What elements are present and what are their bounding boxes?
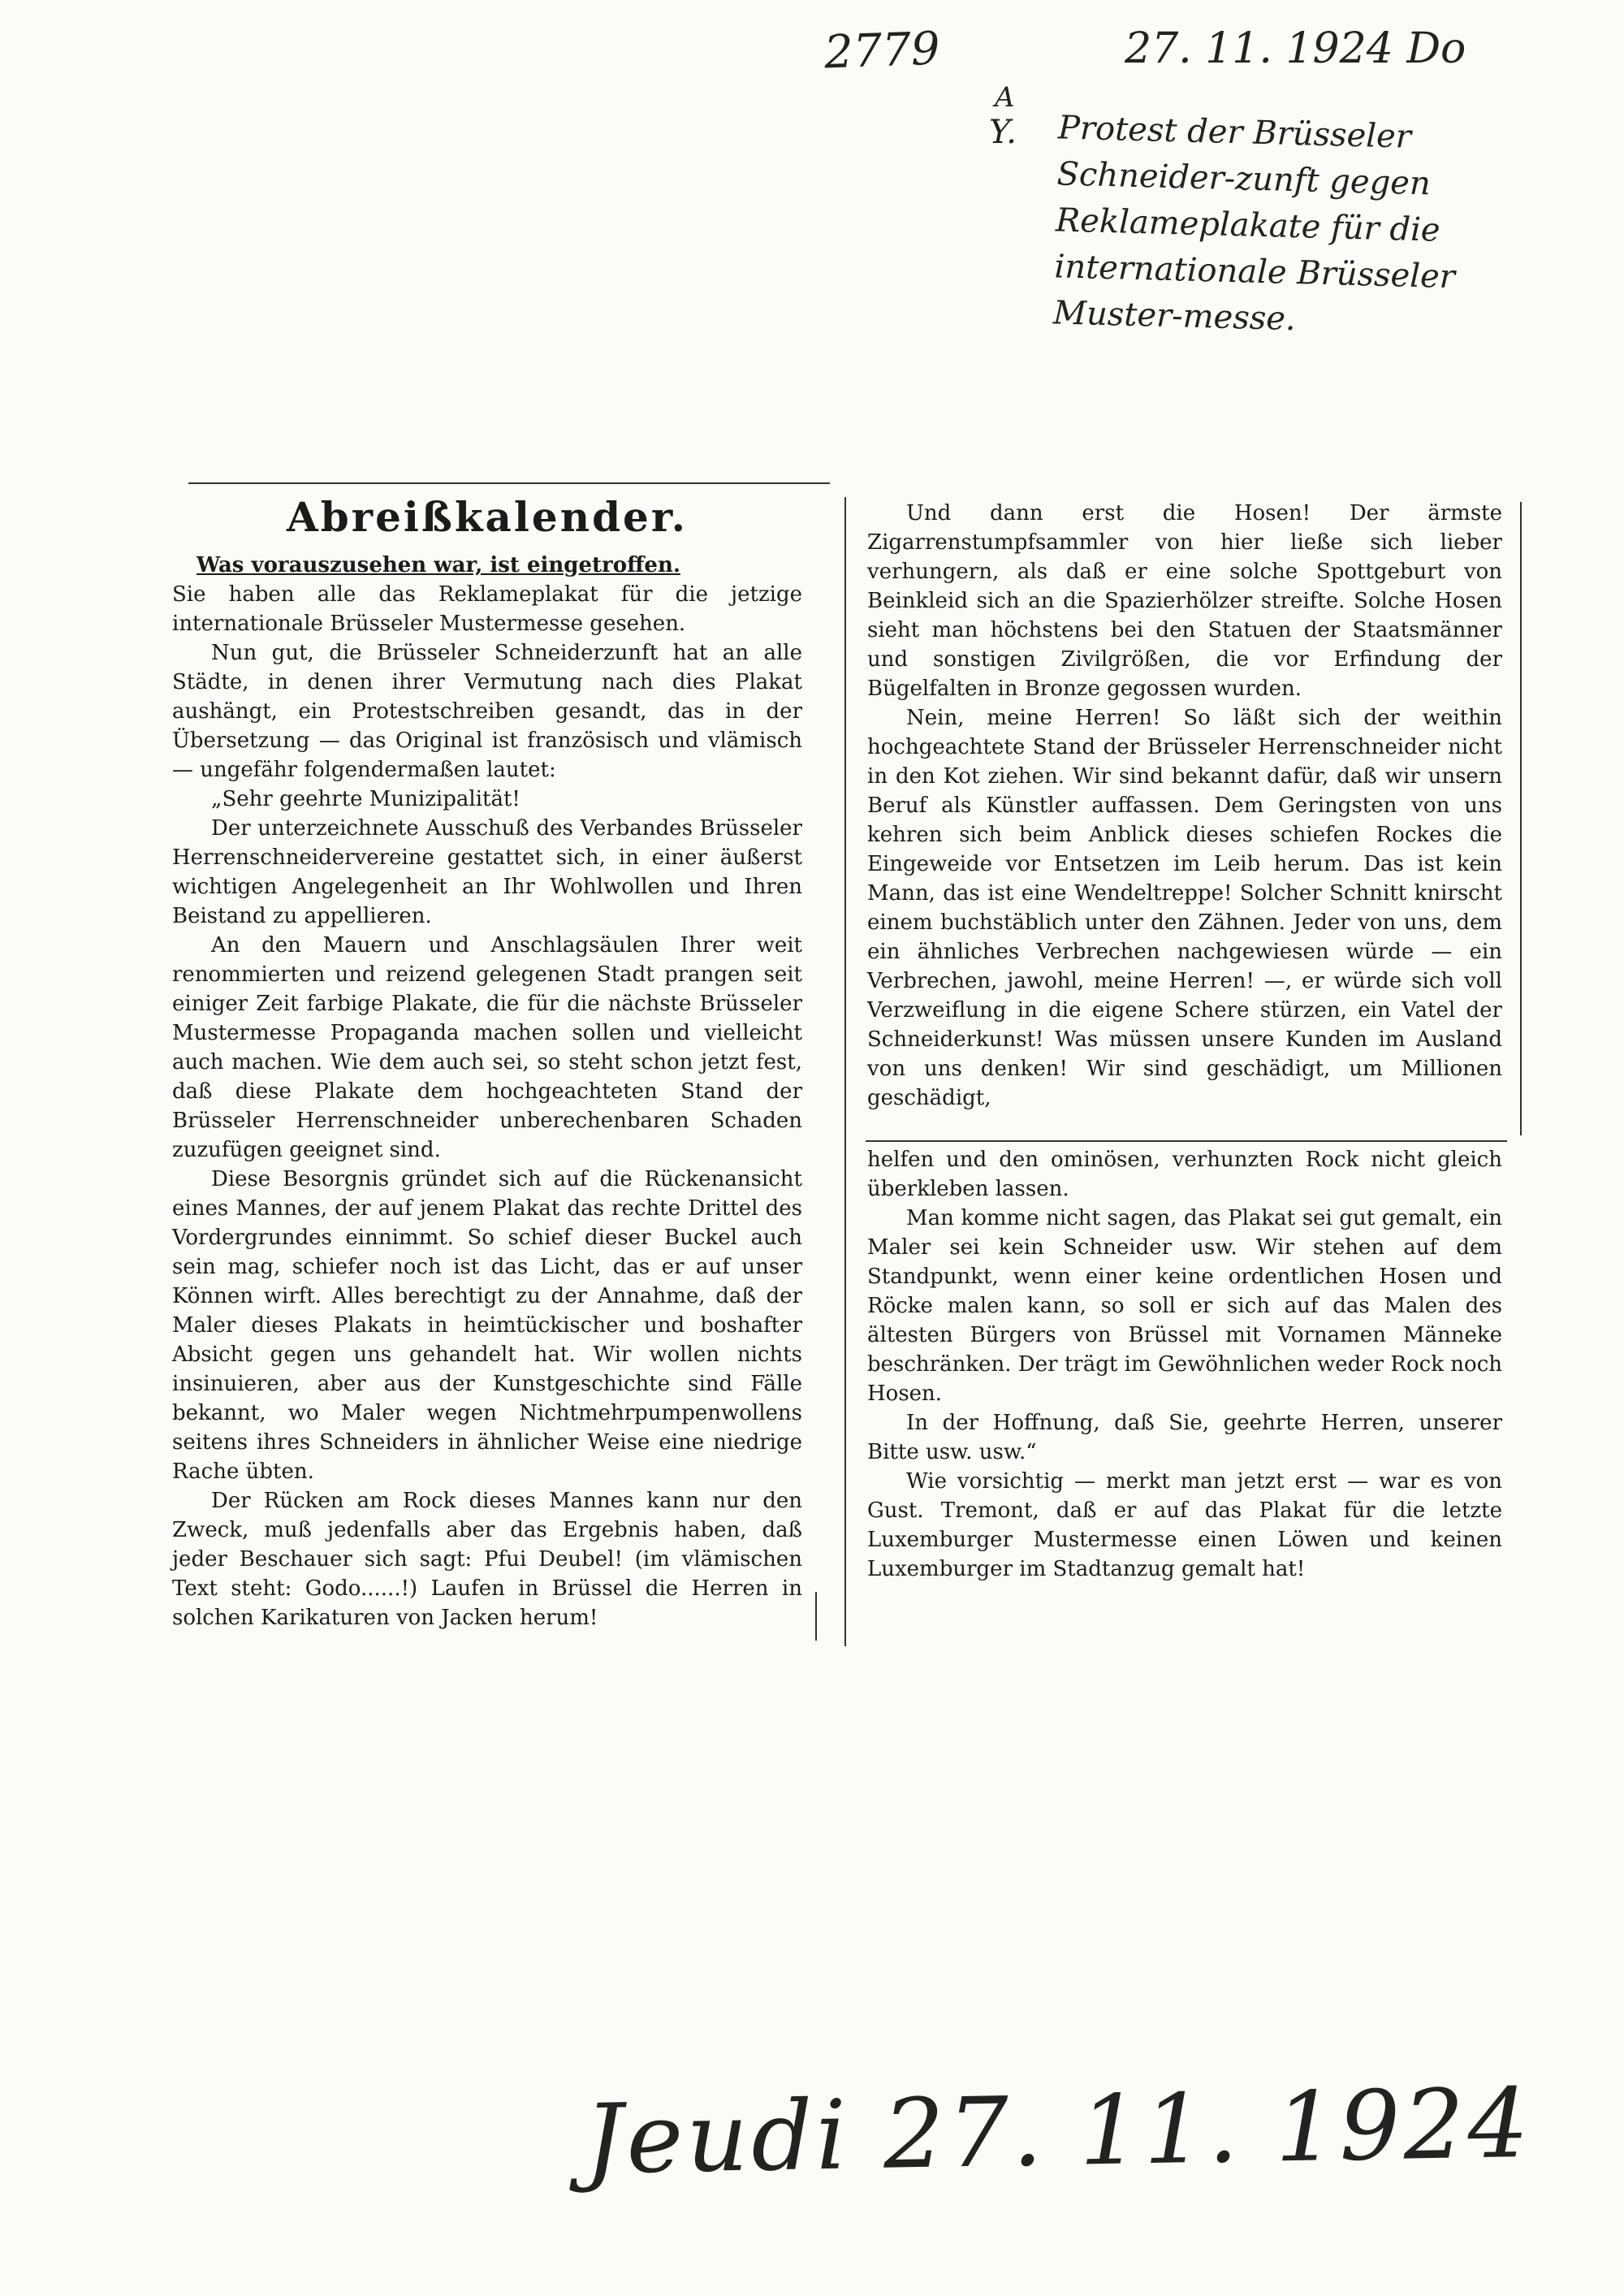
article-paragraph: Der unterzeichnete Ausschuß des Verbandes Brüsseler Herrenschneidervereine gestattet sich, in einer äußerst wichtigen Angelegenheit an Ihr Wohlwollen und Ihren Beistand zu appellieren. [172,816,802,928]
right-column-splice-rule [866,1140,1507,1142]
article-paragraph: Und dann erst die Hosen! Der ärmste Zigarrenstumpfsammler von hier ließe sich lieber verhungern, als daß er eine solche Spottgeburt von Beinkleid sich an die Spazierhölzer streifte. Solche Hosen sieht man höchstens bei den Statuen der Staatsmänner und sonstigen Zivilgrößen, die vor Erfindung der Bügelfalten in Bronze gegossen wurden. [867,501,1502,701]
handwritten-archive-number: 2779 [823,22,941,80]
article-column-right-continued [867,1145,1502,1584]
article-column-right [867,499,1502,1113]
article-paragraph: helfen und den ominösen, verhunzten Rock nicht gleich überkleben lassen. [867,1148,1502,1201]
right-column-edge-rule [1520,502,1522,1135]
article-paragraph: Nun gut, die Brüsseler Schneiderzunft hat an alle Städte, in denen ihrer Vermutung nach dies Plakat aushängt, ein Protestschreiben gesandt, das in der Übersetzung — das Original ist französisch und vlämisch — ungefähr folgendermaßen lautet: [172,641,802,782]
article-paragraph: An den Mauern und Anschlagsäulen Ihrer weit renommierten und reizend gelegenen Stadt prangen seit einiger Zeit farbige Plakate, die für die nächste Brüsseler Mustermesse Propaganda machen sollen und vielleicht auch machen. Wie dem auch sei, so steht schon jetzt fest, daß diese Plakate dem hochgeachteten Stand der Brüsseler Herrenschneider unberechenbaren Schaden zuzufügen geeignet sind. [172,933,802,1162]
clipping-top-rule [188,482,830,484]
handwritten-bottom-date: Jeudi 27. 11. 1924 [583,2066,1533,2196]
clipping-edge-mark [815,1592,817,1641]
article-title: Abreißkalender. [286,493,689,541]
article-paragraph: Nein, meine Herren! So läßt sich der weithin hochgeachtete Stand der Brüsseler Herrenschneider nicht in den Kot ziehen. Wir sind bekannt dafür, daß wir unsern Beruf als Künstler auffassen. Dem Geringsten von uns kehren sich beim Anblick dieses schiefen Rockes die Eingeweide vor Entsetzen im Leib herum. Das ist kein Mann, das ist eine Wendeltreppe! Solcher Schnitt knirscht einem buchstäblich unter den Zähnen. Jeder von uns, dem ein ähnliches Verbrechen nachgewiesen würde — ein Verbrechen, jawohl, meine Herren! —, er würde sich voll Verzweiflung in die eigene Schere stürzen, ein Vatel der Schneiderkunst! Was müssen unsere Kunden im Ausland von uns denken! Wir sind geschädigt, um Millionen geschädigt, [867,706,1502,1110]
handwritten-marker-y: Y. [989,114,1017,151]
article-paragraph: „Sehr geehrte Munizipalität! [211,787,520,811]
article-lead: Was vorauszusehen war, ist eingetroffen. [197,553,680,577]
article-paragraph: In der Hoffnung, daß Sie, geehrte Herren, unserer Bitte usw. usw.“ [867,1411,1502,1464]
handwritten-marker-a: A [995,81,1015,114]
article-paragraph: Der Rücken am Rock dieses Mannes kann nur den Zweck, muß jedenfalls aber das Ergebnis haben, daß jeder Beschauer sich sagt: Pfui Deubel! (im vlämischen Text steht: Godo......!) Laufen in Brüssel die Herren in solchen Karikaturen von Jacken herum! [172,1489,802,1630]
handwritten-subject-note: Protest der Brüsseler Schneider-zunft gegen Reklameplakate für die internationale Brüsseler Muster-messe. [1052,109,1456,339]
article-column-left [172,489,802,1632]
handwritten-archive-date: 27. 11. 1924 Do [1125,24,1466,73]
article-paragraph: Wie vorsichtig — merkt man jetzt erst — war es von Gust. Tremont, daß er auf das Plakat für die letzte Luxemburger Mustermesse einen Löwen und keinen Luxemburger im Stadtanzug gemalt hat! [867,1469,1502,1581]
article-paragraph: Man komme nicht sagen, das Plakat sei gut gemalt, ein Maler sei kein Schneider usw. Wir stehen auf dem Standpunkt, wenn einer keine ordentlichen Hosen und Röcke malen kann, so soll er sich auf das Malen des ältesten Bürgers von Brüssel mit Vornamen Männeke beschränken. Der trägt im Gewöhnlichen weder Rock noch Hosen. [867,1206,1502,1406]
article-paragraph: Sie haben alle das Reklameplakat für die jetzige internationale Brüsseler Mustermesse gesehen. [172,582,802,636]
article-paragraph: Diese Besorgnis gründet sich auf die Rückenansicht eines Mannes, der auf jenem Plakat das rechte Drittel des Vordergrundes einnimmt. So schief dieser Buckel auch sein mag, schiefer noch ist das Licht, das er auf unser Können wirft. Alles berechtigt zu der Annahme, daß der Maler dieses Plakats in heimtückischer und boshafter Absicht gegen uns gehandelt hat. Wir wollen nichts insinuieren, aber aus der Kunstgeschichte sind Fälle bekannt, wo Maler wegen Nichtmehrpumpenwollens seitens ihres Schneiders in ähnlicher Weise eine niedrige Rache übten. [172,1167,802,1484]
column-divider-rule [844,497,846,1646]
